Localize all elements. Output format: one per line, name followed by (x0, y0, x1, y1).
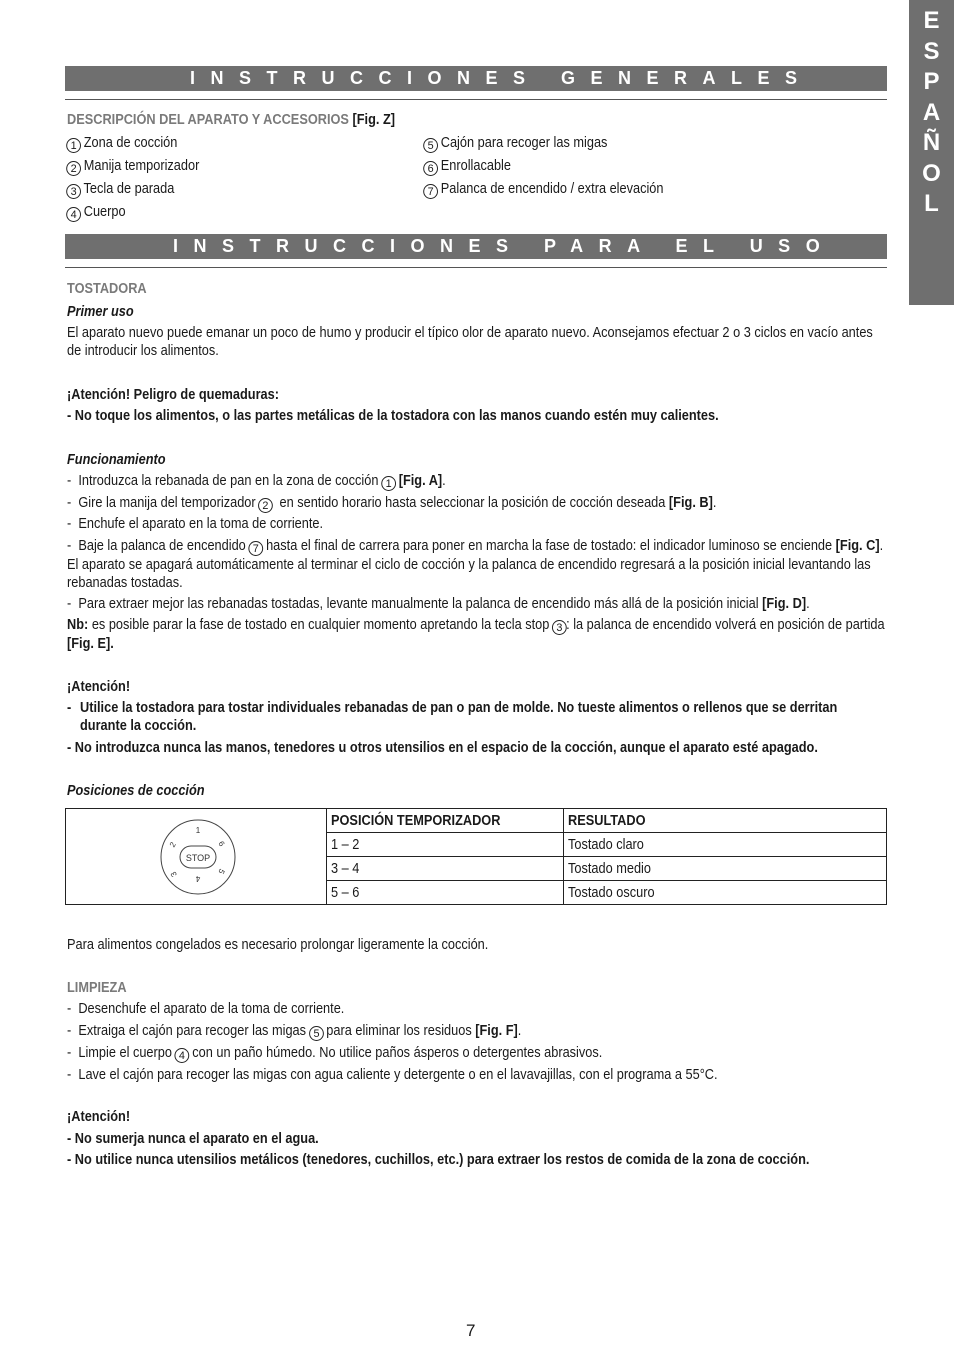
warning-title: ¡Atención! Peligro de quemaduras: (67, 387, 279, 403)
cell-text: 5 – 6 (331, 884, 360, 901)
fig-ref: [Fig. C] (835, 538, 880, 554)
description-item (67, 180, 174, 199)
step-text: Limpie el cuerpo (78, 1045, 172, 1061)
divider (65, 99, 887, 100)
number-circle: 7 (249, 541, 264, 556)
step-text: con un paño húmedo. No utilice paños ásperos o detergentes abrasivos. (192, 1045, 603, 1061)
step-text: Extraiga el cajón para recoger las migas (78, 1023, 307, 1039)
number-circle: 1 (66, 138, 81, 153)
nb-text: : la palanca de encendido volverá en posición de partida (566, 617, 885, 633)
list-item: - Baje la palanca de encendido 7 hasta el final de carrera para poner en marcha la fase de tostado: el indicador luminoso se enciende [Fig. C]. El aparato se apagará automáticamente al terminar el ciclo de cocción y la palanca de encendido regresará a la posición inicial levantando las rebanadas tostadas. (67, 538, 884, 591)
number-circle: 5 (423, 138, 438, 153)
description-item (424, 157, 511, 176)
warning-title: ¡Atención! (67, 679, 131, 695)
stop-label: STOP (185, 853, 211, 863)
side-letter: O (922, 159, 941, 187)
side-letter: Ñ (922, 129, 941, 156)
step-text: Desenchufe el aparato de la toma de corriente. (78, 1001, 345, 1017)
posiciones-title: Posiciones de cocción (67, 783, 205, 799)
table-cell (327, 833, 564, 857)
description-item (424, 180, 663, 199)
dial-number: 2 (167, 840, 178, 849)
list-item: - Gire la manija del temporizador 2 en sentido horario hasta seleccionar la posición de cocción deseada [Fig. B]. (67, 495, 717, 512)
number-circle: 4 (175, 1048, 190, 1063)
table-cell (564, 881, 887, 905)
step-text: hasta el final de carrera para poner en marcha la fase de tostado: el indicador luminoso se enciende (266, 538, 833, 554)
funcionamiento-title: Funcionamiento (67, 452, 166, 468)
number-circle: 7 (423, 184, 438, 199)
nb-label: Nb: (67, 617, 89, 633)
fig-ref: [Fig. E]. (67, 636, 114, 652)
table-cell (564, 857, 887, 881)
cell-text: Tostado claro (568, 836, 644, 853)
table-cell (564, 833, 887, 857)
tostadora-heading: TOSTADORA (67, 281, 147, 297)
step-text: Enchufe el aparato en la toma de corriente. (78, 516, 324, 532)
warning-text: - No utilice nunca utensilios metálicos (tenedores, cuchillos, etc.) para extraer los restos de comida de la zona de cocción. (67, 1152, 810, 1168)
table-header (327, 809, 564, 833)
step-text: Para extraer mejor las rebanadas tostadas, levante manualmente la palanca de encendido más allá de la posición inicial (78, 596, 759, 612)
header-label: RESULTADO (568, 812, 646, 829)
number-circle: 2 (258, 498, 273, 513)
fig-ref: [Fig. D] (762, 596, 807, 612)
primer-uso-text: El aparato nuevo puede emanar un poco de humo y producir el típico olor de aparato nuevo. Aconsejamos efectuar 2 o 3 ciclos en vacío antes de introducir los alimentos. (67, 325, 873, 359)
nb-note (67, 616, 885, 653)
description-item (67, 203, 126, 222)
fig-ref: [Fig. B] (668, 495, 713, 511)
list-item: - Limpie el cuerpo 4 con un paño húmedo. No utilice paños ásperos o detergentes abrasivos. (67, 1045, 603, 1062)
cell-text: 3 – 4 (331, 860, 360, 877)
cell-text: Tostado medio (568, 860, 651, 877)
number-circle: 5 (309, 1026, 324, 1041)
list-item: - Para extraer mejor las rebanadas tostadas, levante manualmente la palanca de encendido más allá de la posición inicial [Fig. D]. (67, 596, 810, 612)
page-number: 7 (466, 1321, 476, 1340)
dial-number: 5 (216, 867, 227, 876)
side-letter: L (924, 190, 939, 217)
list-item: - Lave el cajón para recoger las migas con agua caliente y detergente o en el lavavajillas, con el programa a 55°C. (67, 1067, 718, 1083)
list-item: - Enchufe el aparato en la toma de corriente. (67, 516, 324, 532)
step-text: para eliminar los residuos (326, 1023, 472, 1039)
item-label: Tecla de parada (83, 181, 175, 197)
timer-dial-icon (70, 809, 322, 904)
warning-text: Utilice la tostadora para tostar individuales rebanadas de pan o pan de molde. No tueste alimentos o rellenos que se derritan durante la cocción. (80, 700, 838, 734)
nb-text: es posible parar la fase de tostado en cualquier momento apretando la tecla stop (91, 617, 550, 633)
item-label: Palanca de encendido / extra elevación (440, 181, 664, 197)
dial-number: 3 (168, 870, 179, 879)
item-label: Enrollacable (440, 158, 511, 174)
warning-text: - No toque los alimentos, o las partes metálicas de la tostadora con las manos cuando estén muy calientes. (67, 408, 719, 424)
warning-title: ¡Atención! (67, 1109, 131, 1125)
dial-cell (66, 809, 327, 905)
number-circle: 2 (66, 161, 81, 176)
section-title-uso: INSTRUCCIONES PARA EL USO (65, 234, 887, 259)
primer-uso-title: Primer uso (67, 304, 134, 320)
side-letter: P (923, 68, 940, 95)
step-text: Lave el cajón para recoger las migas con agua caliente y detergente o en el lavavajillas, con el programa a 55°C. (78, 1067, 718, 1083)
table-row (66, 809, 887, 833)
fig-ref: [Fig. F] (475, 1023, 518, 1039)
side-letter: E (923, 7, 940, 34)
step-text: Gire la manija del temporizador (78, 495, 256, 511)
description-item (67, 134, 177, 153)
cell-text: Tostado oscuro (568, 884, 655, 901)
step-text: . El aparato se apagará automáticamente al terminar el ciclo de cocción y la palanca de encendido regresará a la posición inicial levantando las rebanadas tostadas. (67, 538, 884, 591)
side-letter: A (922, 98, 941, 126)
item-label: Manija temporizador (83, 158, 200, 174)
table-cell (327, 857, 564, 881)
warning-dash: - (67, 700, 72, 716)
dial-number: 4 (195, 874, 201, 883)
warning-text: - No introduzca nunca las manos, tenedores u otros utensilios en el espacio de la cocción, aunque el aparato esté apagado. (67, 740, 818, 756)
limpieza-heading: LIMPIEZA (67, 980, 127, 996)
number-circle: 4 (66, 207, 81, 222)
description-heading (67, 111, 395, 129)
table-header (564, 809, 887, 833)
list-item: - Introduzca la rebanada de pan en la zona de cocción 1 [Fig. A]. (67, 473, 446, 490)
section-title-generales: INSTRUCCIONES GENERALES (65, 66, 887, 91)
divider (65, 267, 887, 268)
language-side-tab (909, 0, 954, 305)
cell-text: 1 – 2 (331, 836, 360, 853)
number-circle: 6 (423, 161, 438, 176)
fig-ref: [Fig. Z] (352, 112, 396, 128)
description-item (424, 134, 607, 153)
item-label: Cuerpo (83, 204, 126, 220)
description-heading-text: DESCRIPCIÓN DEL APARATO Y ACCESORIOS (67, 112, 349, 128)
dial-number: 1 (195, 826, 201, 835)
step-text: en sentido horario hasta seleccionar la posición de cocción deseada (279, 495, 666, 511)
number-circle: 1 (381, 476, 396, 491)
warning-text: - No sumerja nunca el aparato en el agua. (67, 1131, 319, 1147)
header-label: POSICIÓN TEMPORIZADOR (331, 812, 501, 829)
side-letter: S (923, 37, 940, 65)
number-circle: 3 (66, 184, 81, 199)
list-item: - Extraiga el cajón para recoger las migas 5 para eliminar los residuos [Fig. F]. (67, 1023, 522, 1040)
fig-ref: [Fig. A] (398, 473, 443, 489)
item-label: Zona de cocción (83, 135, 178, 151)
table-cell (327, 881, 564, 905)
congelados-text: Para alimentos congelados es necesario prolongar ligeramente la cocción. (67, 937, 489, 953)
list-item: - Desenchufe el aparato de la toma de corriente. (67, 1001, 345, 1017)
number-circle: 3 (552, 620, 567, 635)
step-text: Baje la palanca de encendido (78, 538, 246, 554)
step-text: Introduzca la rebanada de pan en la zona de cocción (78, 473, 379, 489)
dial-number: 6 (216, 839, 227, 848)
item-label: Cajón para recoger las migas (440, 135, 608, 151)
description-item (67, 157, 199, 176)
cooking-positions-table (65, 808, 887, 905)
